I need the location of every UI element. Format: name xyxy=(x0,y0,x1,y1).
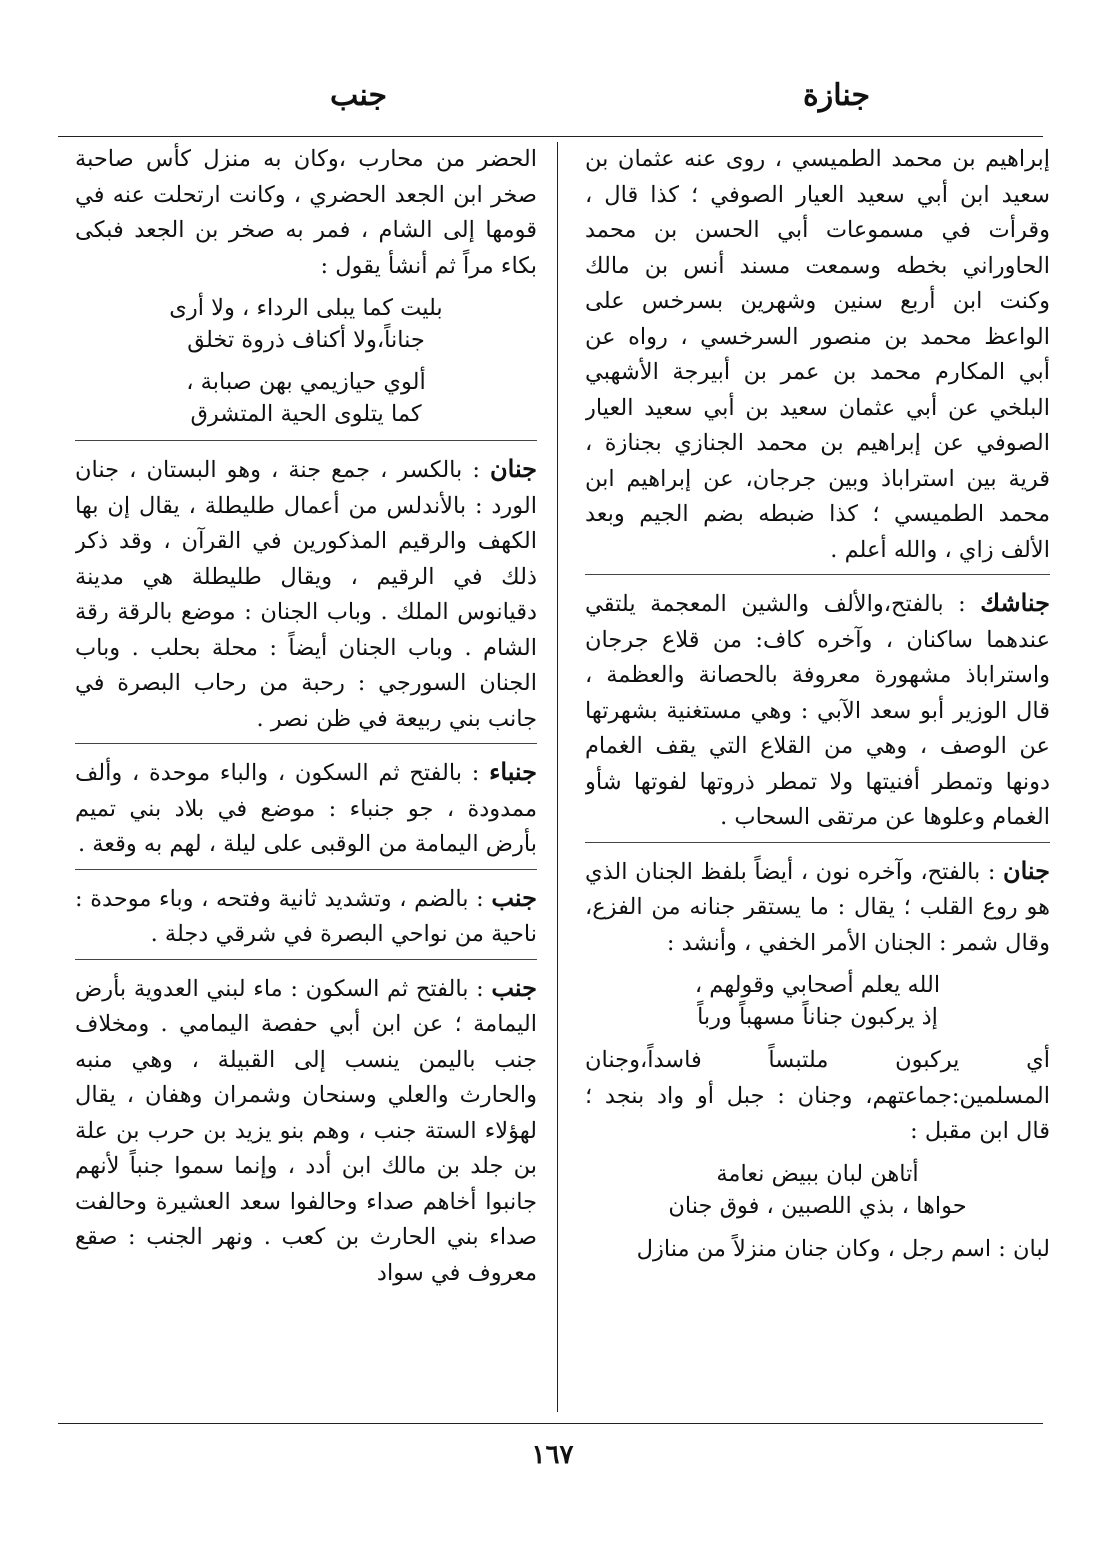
entry-jinan xyxy=(75,443,537,737)
entry-text: : بالضم ، وتشديد ثانية وفتحه ، وباء موحدة : ناحية من نواحي البصرة في شرقي دجلة . xyxy=(75,885,537,947)
verse xyxy=(75,366,537,430)
entry-janba xyxy=(75,746,537,863)
entry-separator xyxy=(75,869,537,870)
headword: جنب xyxy=(491,882,537,912)
left-running-head: جنب xyxy=(330,78,388,113)
entry-text: لبان : اسم رجل ، وكان جنان منزلاً من منازل xyxy=(636,1235,1050,1262)
verse-line: أتاهن لبان ببيض نعامة xyxy=(716,1160,919,1187)
entry-janan xyxy=(585,845,1050,962)
entry-separator xyxy=(75,743,537,744)
right-column xyxy=(585,142,1050,1417)
headword: جنباء xyxy=(489,757,537,786)
headword: جنان xyxy=(490,454,537,483)
verse-line: كما يتلوى الحية المتشرق xyxy=(190,401,422,427)
verse-line: حواها ، بذي اللصبين ، فوق جنان xyxy=(668,1192,967,1219)
verse-line: الله يعلم أصحابي وقولهم ، xyxy=(694,972,941,998)
right-running-head: جنازة xyxy=(803,78,870,113)
left-column xyxy=(75,142,537,1417)
entry-text: : بالفتح ثم السكون ، والباء موحدة ، وألف ممدودة ، جو جنباء : موضع في بلاد بني تميم بأرض اليمامة من الوقبى على ليلة ، لهم به وقعة . xyxy=(75,760,537,857)
entry-text: : بالكسر ، جمع جنة ، وهو البستان ، جنان الورد : بالأندلس من أعمال طليطلة ، يقال إن بها الكهف والرقيم المذكورين في القرآن ، وقد ذكر ذلك في الرقيم ، ويقال طليطلة هي مدينة دقيانوس الملك . وباب الجنان : موضع بالرقة رقة الشام . وباب الجنان أيضاً : محلة بحلب . وباب الجنان السورجي : رحبة من رحاب البصرة في جانب بني ربيعة في ظن نصر . xyxy=(75,457,537,732)
entry-separator xyxy=(585,842,1050,843)
header-rule xyxy=(58,136,1043,137)
headword: جنب xyxy=(491,972,537,1002)
entry-janb xyxy=(75,962,537,1292)
verse xyxy=(585,969,1050,1033)
entry-text: أي يركبون ملتبساً فاسداً،وجنان المسلمين:جماعتهم، وجنان : جبل أو واد بنجد ؛ قال ابن مقبل : xyxy=(585,1047,1050,1144)
column-divider xyxy=(557,142,558,1412)
verse-line: ألوي حيازيمي بهن صبابة ، xyxy=(186,369,426,395)
footer-rule xyxy=(58,1423,1043,1424)
entry-text: : بالفتح، وآخره نون ، أيضاً بلفظ الجنان الذي هو روع القلب ؛ يقال : ما يستقر جنانه من الفزع، وقال شمر : الجنان الأمر الخفي ، وأنشد : xyxy=(585,858,1050,956)
entry-separator xyxy=(75,959,537,960)
entry-separator xyxy=(585,574,1050,575)
entry-text: : بالفتح،والألف والشين المعجمة يلتقي عندهما ساكنان ، وآخره كاف: من قلاع جرجان واستراباذ مشهورة معروفة بالحصانة والعظمة ، قال الوزير أبو سعد الآبي : وهي مستغنية بشهرتها عن الوصف ، وهي من القلاع التي يقف الغمام دونها وتمطر أفنيتها ولا تمطر ذروتها لفوتها شأو الغمام وعلوها عن مرتقى السحاب . xyxy=(585,591,1050,830)
entry-junnab xyxy=(75,872,537,953)
continuation-paragraph: إبراهيم بن محمد الطميسي ، روى عنه عثمان بن سعيد ابن أبي سعيد العيار الصوفي ؛ كذا قال ، وقرأت في مسموعات أبي الحسن بن محمد الحاوراني بخطه وسمعت مسند أنس بن مالك وكنت ابن أربع سنين وشهرين بسرخس على الواعظ محمد بن منصور السرخسي ، رواه عن أبي المكارم محمد بن عمر بن أبيرجة الأشهبي البلخي عن أبي عثمان سعيد بن أبي سعيد العيار الصوفي عن إبراهيم بن محمد الجنازي بجنازة ، قرية بين استراباذ وبين جرجان، عن إبراهيم ابن محمد الطميسي ؛ كذا ضبطه بضم الجيم وبعد الألف زاي ، والله أعلم . xyxy=(585,146,1050,563)
entry-text: : بالفتح ثم السكون : ماء لبني العدوية بأرض اليمامة ؛ عن ابن أبي حفصة اليمامي . ومخلاف جنب باليمن ينسب إلى القبيلة ، وهي منبه والحارث والعلي وسنحان وشمران وهفان ، يقال لهؤلاء الستة جنب ، وهم بنو يزيد بن حرب بن علة بن جلد بن مالك ابن أدد ، وإنما سموا جنباً لأنهم جانبوا أخاهم صداء وحالفوا سعد العشيرة وحالفت صداء بني الحارث بن كعب . ونهر الجنب : صقع معروف في سواد xyxy=(75,975,537,1286)
verse xyxy=(75,292,537,356)
verse-line: إذ يركبون جناناً مسهباً ورباً xyxy=(697,1004,938,1030)
page-number: ١٦٧ xyxy=(531,1440,574,1470)
headword: جناشك xyxy=(980,588,1050,617)
verse xyxy=(585,1158,1050,1222)
headword: جنان xyxy=(1002,855,1050,885)
entry-janashk xyxy=(585,577,1050,836)
verse-line: بليت كما يبلى الرداء ، ولا أرى xyxy=(169,295,443,321)
entry-separator xyxy=(75,440,537,441)
continuation-paragraph: الحضر من محارب ،وكان به منزل كأس صاحبة صخر ابن الجعد الحضري ، وكانت ارتحلت عنه في قومها إلى الشام ، فمر به صخر بن الجعد فبكى بكاء مراً ثم أنشأ يقول : xyxy=(75,146,537,279)
verse-line: جناناً،ولا أكناف ذروة تخلق xyxy=(187,327,425,353)
